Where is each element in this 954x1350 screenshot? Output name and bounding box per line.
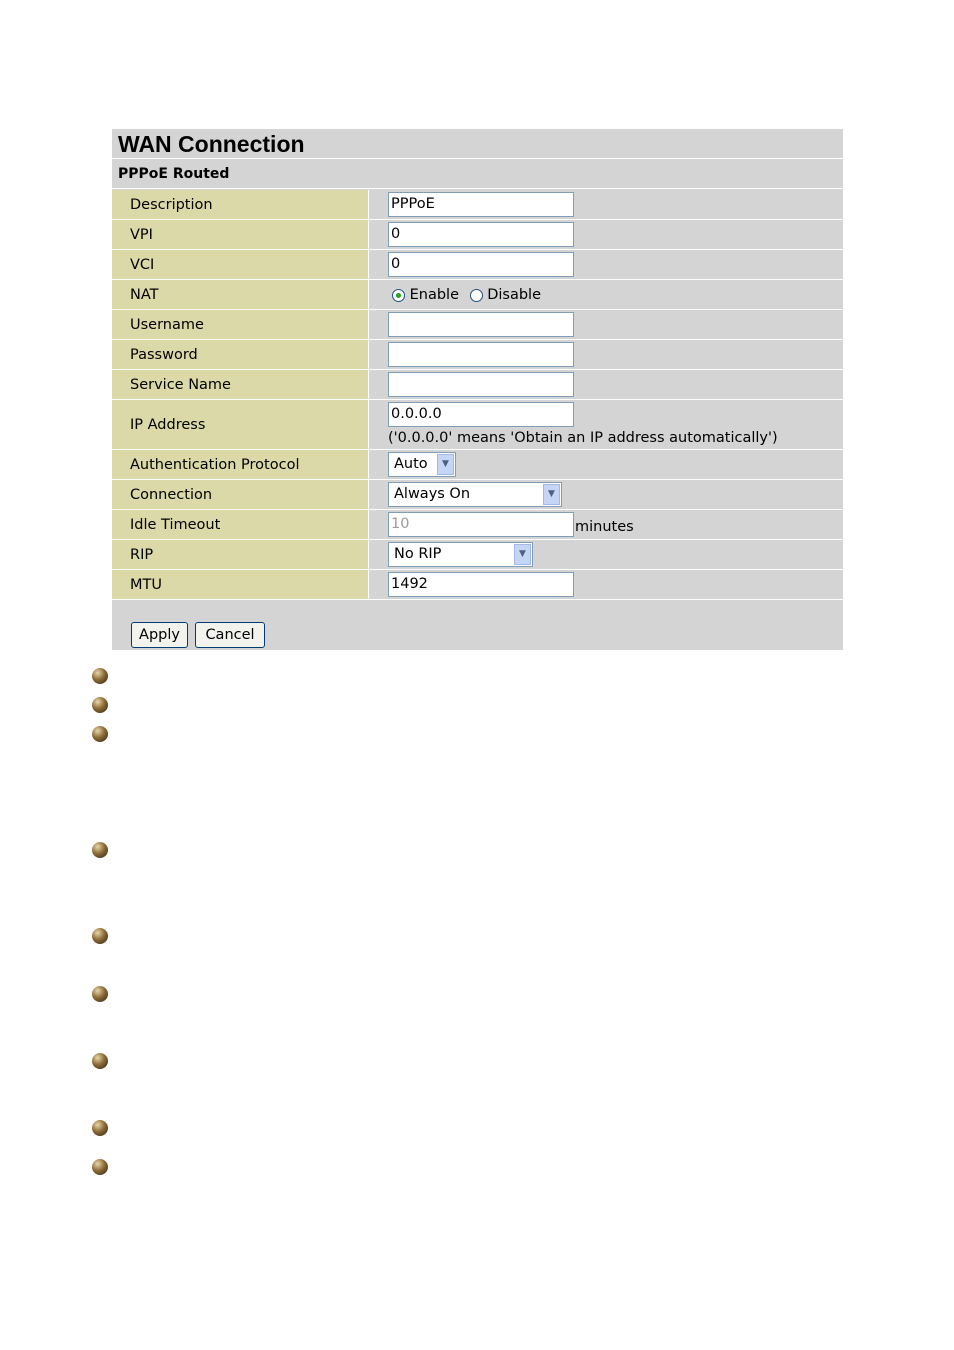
mtu-label: MTU xyxy=(112,570,369,599)
row-password xyxy=(112,340,843,370)
chevron-down-icon[interactable]: ▼ xyxy=(514,544,531,565)
connection-select[interactable] xyxy=(388,482,562,507)
vci-input[interactable]: 0 xyxy=(388,252,574,277)
row-nat xyxy=(112,280,843,310)
idle-timeout-label: Idle Timeout xyxy=(112,510,369,539)
service-name-input[interactable] xyxy=(388,372,574,397)
connection-value: Always On xyxy=(394,486,471,502)
nat-enable-radio[interactable] xyxy=(392,289,405,302)
bullet-icon xyxy=(92,928,108,944)
rip-select[interactable] xyxy=(388,542,533,567)
bullet-icon xyxy=(92,986,108,1002)
row-idle-timeout xyxy=(112,510,843,540)
row-vci xyxy=(112,250,843,280)
row-connection xyxy=(112,480,843,510)
page-title: WAN Connection xyxy=(112,129,843,159)
mtu-input[interactable]: 1492 xyxy=(388,572,574,597)
password-label: Password xyxy=(112,340,369,369)
chevron-down-icon[interactable]: ▼ xyxy=(437,454,454,475)
bullet-icon xyxy=(92,726,108,742)
row-username xyxy=(112,310,843,340)
bullet-icon xyxy=(92,1120,108,1136)
auth-protocol-value: Auto xyxy=(394,456,428,472)
cancel-button[interactable]: Cancel xyxy=(195,622,265,648)
nat-enable-label: Enable xyxy=(409,287,459,303)
nat-disable-radio[interactable] xyxy=(470,289,483,302)
chevron-down-icon[interactable]: ▼ xyxy=(543,484,560,505)
row-auth-protocol xyxy=(112,450,843,480)
nat-disable-label: Disable xyxy=(487,287,542,303)
description-input[interactable]: PPPoE xyxy=(388,192,574,217)
row-vpi xyxy=(112,220,843,250)
bullet-icon xyxy=(92,697,108,713)
wan-connection-panel xyxy=(112,129,843,650)
apply-button[interactable]: Apply xyxy=(131,622,188,648)
row-service-name xyxy=(112,370,843,400)
username-label: Username xyxy=(112,310,369,339)
ip-address-label: IP Address xyxy=(112,400,369,449)
idle-timeout-unit: minutes xyxy=(575,519,634,535)
bullet-icon xyxy=(92,668,108,684)
vci-label: VCI xyxy=(112,250,369,279)
bullet-icon xyxy=(92,1053,108,1069)
connection-label: Connection xyxy=(112,480,369,509)
vpi-label: VPI xyxy=(112,220,369,249)
row-description xyxy=(112,190,843,220)
password-input[interactable] xyxy=(388,342,574,367)
rip-label: RIP xyxy=(112,540,369,569)
ip-address-hint: ('0.0.0.0' means 'Obtain an IP address automatically') xyxy=(388,430,778,446)
ip-address-input[interactable]: 0.0.0.0 xyxy=(388,402,574,427)
description-label: Description xyxy=(112,190,369,219)
section-subtitle: PPPoE Routed xyxy=(112,160,843,189)
row-mtu xyxy=(112,570,843,600)
row-rip xyxy=(112,540,843,570)
vpi-input[interactable]: 0 xyxy=(388,222,574,247)
rip-value: No RIP xyxy=(394,546,442,562)
nat-label: NAT xyxy=(112,280,369,309)
bullet-icon xyxy=(92,842,108,858)
username-input[interactable] xyxy=(388,312,574,337)
service-name-label: Service Name xyxy=(112,370,369,399)
idle-timeout-input: 10 xyxy=(388,512,574,537)
auth-protocol-select[interactable] xyxy=(388,452,456,477)
auth-protocol-label: Authentication Protocol xyxy=(112,450,369,479)
row-ip-address xyxy=(112,400,843,450)
bullet-icon xyxy=(92,1159,108,1175)
